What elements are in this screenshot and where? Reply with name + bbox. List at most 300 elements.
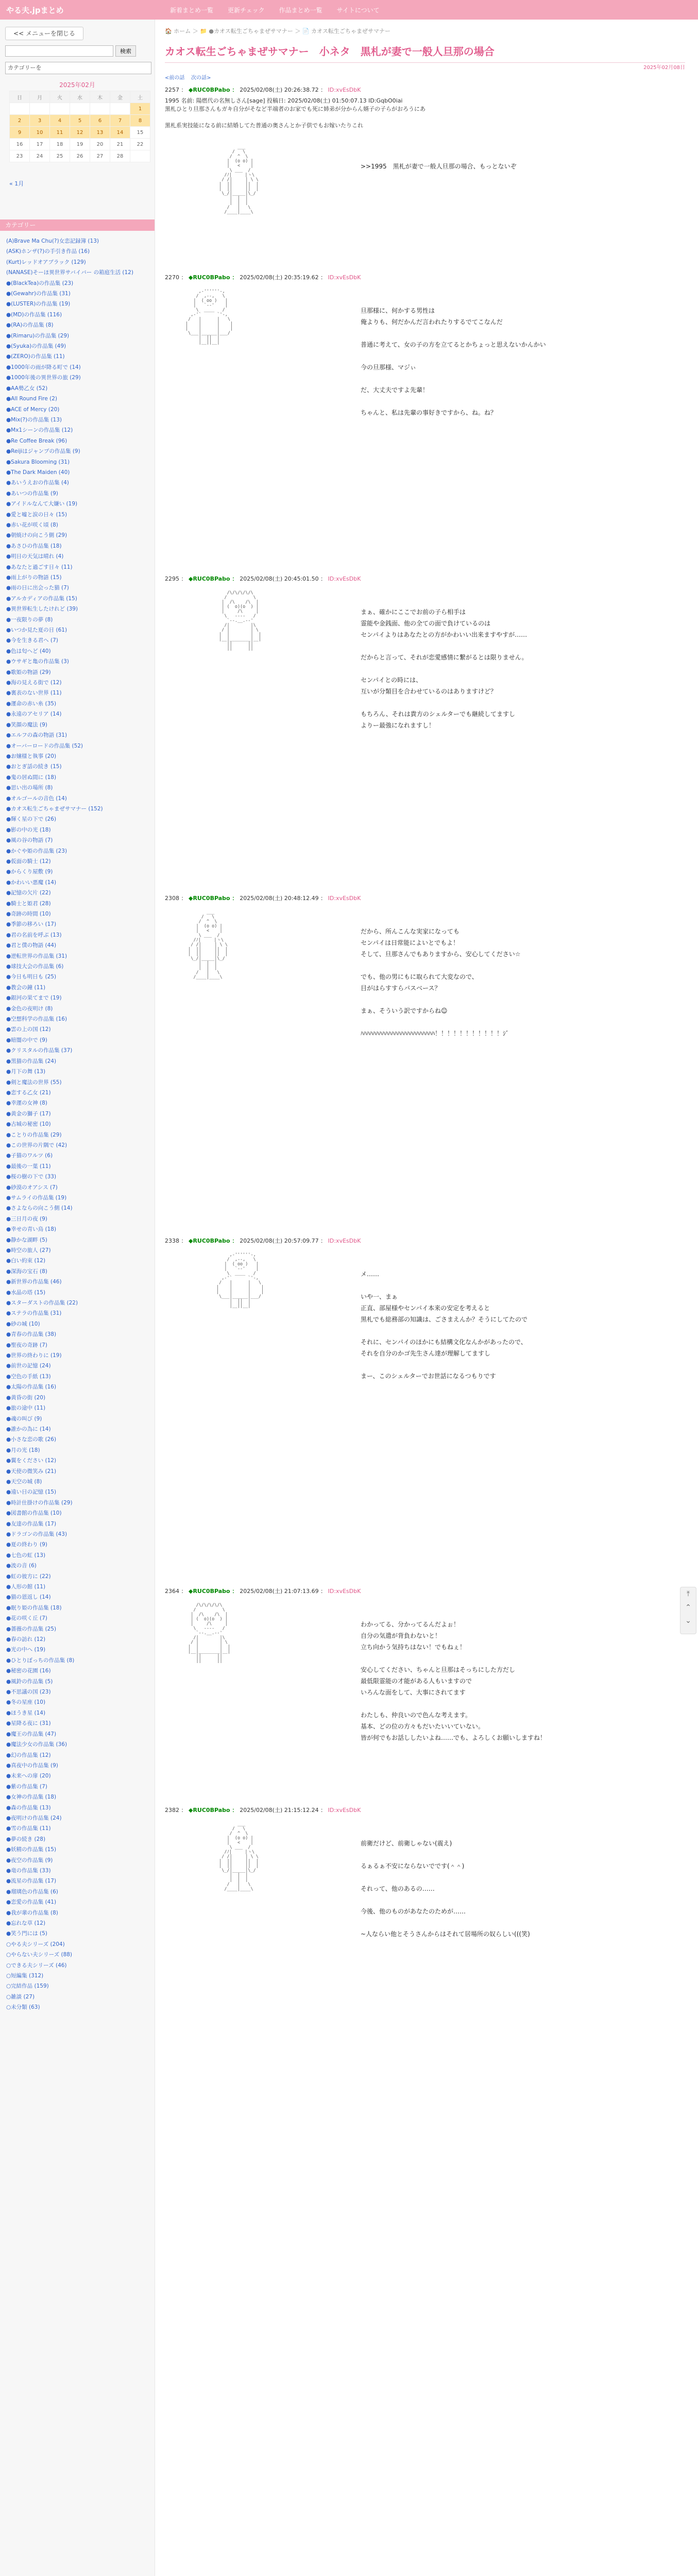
category-item[interactable]: ●流星の作品集 (17) xyxy=(6,1878,57,1885)
category-item[interactable]: ●アイドルなんて大嫌い (19) xyxy=(6,501,78,507)
response-number[interactable]: 2295 ： xyxy=(165,575,189,582)
response-id[interactable]: ID:xvEsDbK xyxy=(328,1588,361,1595)
calendar-day[interactable]: 1 xyxy=(130,103,150,115)
category-item[interactable]: ●眠り姫の作品集 (18) xyxy=(6,1604,62,1611)
response-name: ◆RUC0BPabo ： xyxy=(189,575,240,582)
calendar-weekday: 月 xyxy=(30,91,50,103)
category-item[interactable]: ●深海の宝石 (8) xyxy=(6,1268,47,1275)
response-body-line: 黒札ひとり旦那さんもガキ自分がそなど半端者のお家でも死に姉弟が分からん婿子の子らがおろうにあ xyxy=(165,106,425,112)
dialog-line: 旦那様に、何かする男性は xyxy=(361,307,435,314)
nav-item-update[interactable]: 更新チェック xyxy=(228,7,265,14)
category-item[interactable]: ●時空の旅人 (27) xyxy=(6,1247,51,1253)
category-item[interactable]: ●薔薇の作品集 (25) xyxy=(6,1625,57,1632)
calendar-day[interactable]: 26 xyxy=(70,150,90,162)
category-item[interactable]: ●お嬢様と執事 (20) xyxy=(6,753,57,759)
response-number[interactable]: 2270 ： xyxy=(165,274,189,281)
response-number[interactable]: 2308 ： xyxy=(165,895,189,902)
response-header xyxy=(165,1236,361,1245)
category-item[interactable]: ●空想科学の作品集 (16) xyxy=(6,1016,67,1023)
category-item[interactable]: ●オーバーロードの作品集 (52) xyxy=(6,742,83,749)
dialog-line xyxy=(361,1359,527,1370)
calendar-day[interactable]: 5 xyxy=(70,115,90,127)
category-item[interactable]: ●からくり屋敷 (9) xyxy=(6,869,53,875)
category-item[interactable]: ○やらない夫シリーズ (88) xyxy=(6,1952,73,1958)
calendar-day[interactable]: 23 xyxy=(10,150,30,162)
category-item[interactable]: ●旅の途中 (11) xyxy=(6,1405,46,1412)
scroll-up-icon[interactable]: ⌃ xyxy=(685,1603,691,1612)
dialog-line xyxy=(361,1325,527,1336)
calendar-day[interactable]: 6 xyxy=(90,115,110,127)
ascii-art-figure: ___ / \ / ^ \ | (o o) | | < | \ ___ / /ﾉ| |ヽ\ / /| | \ \ | || || | | || || | \_/|_____|\_/ | | | | | | / | \ /____|____\ xyxy=(219,1822,259,1892)
category-item[interactable]: (Kurt)レッドオアブラック (129) xyxy=(6,259,86,265)
post-date: 2025年02月08日 xyxy=(643,65,685,71)
category-item[interactable]: ●魂の叫び (9) xyxy=(6,1415,42,1422)
category-item[interactable]: ●恋愛の作品集 (41) xyxy=(6,1899,57,1906)
dialog-line: 立ち向かう気持ちはない！でもねぇ！ xyxy=(361,1643,466,1651)
category-item[interactable]: ●この世界の片隅で (42) xyxy=(6,1142,67,1148)
response-header xyxy=(165,1587,361,1595)
calendar-day[interactable]: 15 xyxy=(130,127,150,139)
dialog-line xyxy=(361,960,521,971)
nav-item-list[interactable]: 作品まとめ一覧 xyxy=(279,7,322,14)
category-item[interactable]: ●風の谷の物語 (7) xyxy=(6,837,53,844)
category-item[interactable]: ●あいうえおの作品集 (4) xyxy=(6,480,69,486)
dialog-line: だ、大丈夫ですよ先輩！ xyxy=(361,386,429,394)
category-item[interactable]: ●桜の樹の下で (33) xyxy=(6,1174,57,1180)
category-item[interactable]: ●秘密の花園 (16) xyxy=(6,1668,51,1674)
page-title: カオス転生ごちゃまぜサマナー 小ネタ 黒札が妻で一般人旦那の場合 xyxy=(165,43,685,63)
category-select[interactable]: カテゴリーを xyxy=(5,62,151,74)
dialog-line xyxy=(361,1894,530,1906)
calendar-day[interactable]: 2 xyxy=(10,115,30,127)
category-item[interactable]: ●教会の鐘 (11) xyxy=(6,984,46,991)
category-item[interactable]: ●不思議の国 (23) xyxy=(6,1689,51,1696)
response-id[interactable]: ID:xvEsDbK xyxy=(328,1238,361,1244)
category-item[interactable]: ●あいつの作品集 (9) xyxy=(6,490,58,497)
response-body-line: 1995 名前: 陽燃代の名無しさん[sage] 投稿日: 2025/02/08(土) 01:50:07.13 ID:GqbO0iai xyxy=(165,97,403,104)
calendar-day[interactable]: 14 xyxy=(110,127,130,139)
dialog-line: まぁ、そういう訳ですからね☺ xyxy=(361,1007,448,1014)
dialog-line: 目がはらすすらパスベース？ xyxy=(361,985,441,992)
calendar-day[interactable]: 9 xyxy=(10,127,30,139)
category-item[interactable]: ○未分類 (63) xyxy=(6,2004,40,2011)
category-item[interactable]: ●輝く星の下で (26) xyxy=(6,816,57,823)
scroll-top-icon[interactable]: ⤒ xyxy=(686,1590,690,1598)
category-item[interactable]: ●世界の終わりに (19) xyxy=(6,1352,62,1359)
scroll-down-icon[interactable]: ⌄ xyxy=(685,1617,691,1625)
dialog-line: 霊能や金銭面、他の全ての面で負けているのは xyxy=(361,620,491,627)
calendar-day[interactable]: 13 xyxy=(90,127,110,139)
category-item[interactable]: ●君の名前を呼ぶ (13) xyxy=(6,931,62,938)
category-item[interactable]: ●かぐや姫の作品集 (23) xyxy=(6,848,67,854)
category-item[interactable]: ●球技大会の作品集 (6) xyxy=(6,963,64,970)
category-item[interactable]: ●波の音 (6) xyxy=(6,1563,37,1569)
category-item[interactable]: ●魔王の作品集 (47) xyxy=(6,1731,57,1737)
category-item[interactable]: ●静かな湖畔 (5) xyxy=(6,1236,47,1243)
response-time: 2025/02/08(土) 20:48:12.49 ： xyxy=(240,895,328,902)
category-item[interactable]: ●Sakura Blooming (31) xyxy=(6,459,70,465)
response-header xyxy=(165,574,361,583)
category-item[interactable]: ●(Rimaru)の作品集 (29) xyxy=(6,332,70,339)
calendar-day[interactable]: 8 xyxy=(130,115,150,127)
category-item[interactable]: ●ACE of Mercy (20) xyxy=(6,406,60,413)
dialog-line: 安心してください、ちゃんと旦那はそっちにした方だし xyxy=(361,1666,516,1673)
category-item[interactable]: ●三日月の夜 (9) xyxy=(6,1215,47,1222)
category-item[interactable]: ●黄昏の街 (20) xyxy=(6,1394,46,1401)
dialog-line: だからと言って、それが恋愛感情に繋がるとは限りません。 xyxy=(361,654,528,661)
response-time: 2025/02/08(土) 20:26:38.72 ： xyxy=(240,87,328,93)
category-item[interactable]: ●友達の作品集 (17) xyxy=(6,1520,57,1527)
category-item[interactable]: ●The Dark Maiden (40) xyxy=(6,469,70,476)
search-button[interactable]: 検索 xyxy=(115,45,136,57)
category-item[interactable]: ●(RA)の作品集 (8) xyxy=(6,322,54,329)
category-item[interactable]: ●未来への扉 (20) xyxy=(6,1773,51,1780)
calendar-day[interactable]: 25 xyxy=(50,150,70,162)
category-item[interactable]: ●春の訪れ (12) xyxy=(6,1636,46,1643)
category-item[interactable]: ●天使の微笑み (21) xyxy=(6,1468,57,1475)
dialog-line xyxy=(361,1280,527,1291)
response-name: ◆RUC0BPabo ： xyxy=(189,274,240,281)
category-item[interactable]: ●青春の作品集 (38) xyxy=(6,1331,57,1338)
response-id[interactable]: ID:xvEsDbK xyxy=(328,575,361,582)
next-post-link[interactable]: 次の話> xyxy=(191,75,211,81)
calendar-day[interactable]: 18 xyxy=(50,139,70,150)
category-item[interactable]: ●銀河の果てまで (19) xyxy=(6,995,62,1002)
category-item[interactable]: ●あさひの作品集 (18) xyxy=(6,543,62,549)
category-item[interactable]: ●思い出の場所 (8) xyxy=(6,785,53,791)
calendar xyxy=(9,91,150,162)
category-item[interactable]: ●歌姫の物語 (29) xyxy=(6,669,51,675)
category-item[interactable]: ●女神の作品集 (18) xyxy=(6,1794,57,1801)
calendar-day[interactable]: 11 xyxy=(50,127,70,139)
category-item[interactable]: ●水晶の塔 (15) xyxy=(6,1289,46,1296)
category-item[interactable]: ●妖精の作品集 (15) xyxy=(6,1846,57,1853)
dialog-line: 基本、どの位の方々もだいたいいていない。 xyxy=(361,1723,485,1730)
response-time: 2025/02/08(土) 21:07:13.69 ： xyxy=(240,1588,328,1595)
category-item[interactable]: ●幻の作品集 (12) xyxy=(6,1752,51,1758)
category-item[interactable]: ●空色の手紙 (13) xyxy=(6,1373,51,1380)
category-item[interactable]: (ASK)ホンザ(?)の手引き作品 (16) xyxy=(6,248,90,255)
category-item[interactable]: ●暗闇の中で (9) xyxy=(6,1037,47,1043)
category-item[interactable]: ●笑う門には (5) xyxy=(6,1930,47,1937)
category-item[interactable]: ●1000年後の異世界の旅 (29) xyxy=(6,375,81,381)
category-item[interactable]: ●金色の夜明け (8) xyxy=(6,1005,53,1012)
calendar-weekday: 水 xyxy=(70,91,90,103)
dialog-line xyxy=(361,1872,530,1883)
calendar-day xyxy=(110,103,130,115)
category-item[interactable]: (A)Brave Ma Chu(?)女恋記録簿 (13) xyxy=(6,238,99,244)
category-item[interactable]: ●あなたと過ごす日々 (11) xyxy=(6,564,73,570)
dialog-line: 今の旦那様、マジぃ xyxy=(361,364,417,371)
calendar-day xyxy=(50,103,70,115)
category-item[interactable]: ●いつか見た夏の日 (61) xyxy=(6,627,67,634)
response-dialog xyxy=(361,1268,527,1382)
category-item[interactable]: ●竜の作品集 (33) xyxy=(6,1867,51,1874)
dialog-line: 黒札でも総務部の知識は、ごさまえんか？そうにしてたので xyxy=(361,1316,528,1323)
category-item[interactable]: ●最後の一葉 (11) xyxy=(6,1163,51,1170)
response-id[interactable]: ID:xvEsDbK xyxy=(328,895,361,902)
dialog-line xyxy=(361,1849,530,1860)
category-item[interactable]: ●おとぎ話の続き (15) xyxy=(6,764,62,770)
dialog-line xyxy=(361,994,521,1005)
category-item[interactable]: ●太陽の作品集 (16) xyxy=(6,1384,57,1391)
category-item[interactable]: ●ことりの作品集 (29) xyxy=(6,1131,62,1138)
category-item[interactable]: ●風鈴の作品集 (5) xyxy=(6,1678,53,1685)
category-item[interactable]: ●さよならの向こう側 (14) xyxy=(6,1205,73,1212)
category-item[interactable]: ●星降る夜に (31) xyxy=(6,1720,51,1727)
prev-post-link[interactable]: <前の話 xyxy=(165,75,185,81)
site-header xyxy=(0,0,698,20)
response-name: ◆RUC0BPabo ： xyxy=(189,895,240,902)
close-menu-button[interactable]: << メニューを閉じる xyxy=(5,27,83,40)
category-item[interactable]: ●雪の作品集 (11) xyxy=(6,1825,51,1832)
category-item[interactable]: ●カオス転生ごちゃまぜサマナー (152) xyxy=(6,805,103,812)
calendar-day[interactable]: 24 xyxy=(30,150,50,162)
category-item[interactable]: ●砂の城 (10) xyxy=(6,1320,40,1327)
category-item[interactable]: ●(Gewahr)の作品集 (31) xyxy=(6,291,71,297)
category-item[interactable]: ●騎士と姫君 (28) xyxy=(6,900,51,907)
category-item[interactable]: ●逆転世界の作品集 (31) xyxy=(6,953,67,959)
category-item[interactable]: ●ウサギと亀の作品集 (3) xyxy=(6,658,69,665)
response-number[interactable]: 2382 ： xyxy=(165,1807,189,1814)
dialog-line xyxy=(361,396,546,407)
category-item[interactable]: ○完結作品 (159) xyxy=(6,1983,49,1990)
category-item[interactable]: ●笑顔の魔法 (9) xyxy=(6,721,47,728)
dialog-line: センパイとの時には、 xyxy=(361,676,422,684)
category-item[interactable]: ●七色の虹 (13) xyxy=(6,1552,46,1558)
category-item[interactable]: ●海の見える街で (12) xyxy=(6,680,62,686)
category-item[interactable]: ●雨の日に出会った猫 (7) xyxy=(6,585,69,591)
category-item[interactable]: ●季節の移ろい (17) xyxy=(6,921,57,928)
category-item[interactable]: ●エルフの森の物語 (31) xyxy=(6,732,67,739)
category-item[interactable]: ●図書館の作品集 (10) xyxy=(6,1510,62,1517)
category-item[interactable]: ●猫の恩返し (14) xyxy=(6,1594,51,1601)
category-item[interactable]: ●Mx1シーンの作品集 (12) xyxy=(6,427,73,434)
category-item[interactable]: ●AA勢乙女 (52) xyxy=(6,385,48,392)
category-item[interactable]: ●Re Coffee Break (96) xyxy=(6,437,67,444)
category-item[interactable]: ●前世の記憶 (24) xyxy=(6,1363,51,1369)
calendar-day[interactable]: 21 xyxy=(110,139,130,150)
dialog-line: わたしも、仲良いので色んな考えます。 xyxy=(361,1711,472,1719)
category-item[interactable]: ●冬の星座 (10) xyxy=(6,1699,46,1706)
category-item[interactable]: ●運命の赤い糸 (35) xyxy=(6,700,57,707)
calendar-day[interactable]: 12 xyxy=(70,127,90,139)
category-item[interactable]: ○短編集 (312) xyxy=(6,1973,44,1979)
calendar-day[interactable]: 17 xyxy=(30,139,50,150)
category-item[interactable]: ●小さな恋の歌 (26) xyxy=(6,1436,57,1443)
category-item[interactable]: ●魔法少女の作品集 (36) xyxy=(6,1741,67,1748)
dialog-line: だから、所んこんな実家になっても xyxy=(361,928,460,935)
category-item[interactable]: ●夜明けの作品集 (24) xyxy=(6,1815,62,1821)
response-header xyxy=(165,1806,361,1814)
calendar-day[interactable]: 16 xyxy=(10,139,30,150)
category-item[interactable]: ●All Round Fire (2) xyxy=(6,396,58,402)
category-item[interactable]: ●記憶の欠片 (22) xyxy=(6,890,51,896)
response-number[interactable]: 2364 ： xyxy=(165,1588,189,1595)
category-item[interactable]: ●誰かの為に (14) xyxy=(6,1426,51,1432)
category-item[interactable]: ●光の中へ (19) xyxy=(6,1647,46,1653)
dialog-line: 俺よりも、何だかんだ言われたりするでてこなんだ xyxy=(361,318,503,326)
calendar-day[interactable]: 4 xyxy=(50,115,70,127)
dialog-line xyxy=(361,697,527,708)
category-item[interactable]: ●幸せの青い鳥 (18) xyxy=(6,1226,57,1233)
category-item[interactable]: ○できる夫シリーズ (46) xyxy=(6,1962,67,1969)
response-id[interactable]: ID:xvEsDbK xyxy=(328,274,361,281)
category-item[interactable]: ●ほうき星 (14) xyxy=(6,1709,46,1716)
category-item[interactable]: ●子猫のワルツ (6) xyxy=(6,1153,53,1159)
calendar-day xyxy=(130,150,150,162)
category-item[interactable]: ●雨上がりの物語 (15) xyxy=(6,574,62,581)
response-dialog xyxy=(361,926,521,1039)
response-dialog xyxy=(361,606,527,731)
category-item[interactable]: ●人形の館 (11) xyxy=(6,1584,46,1590)
calendar-day[interactable]: 28 xyxy=(110,150,130,162)
dialog-line xyxy=(361,663,527,674)
category-item[interactable]: ●オルゴールの音色 (14) xyxy=(6,795,67,802)
category-item[interactable]: ●ステラの作品集 (31) xyxy=(6,1310,62,1317)
dialog-line: まー、このシェルターでお世話になるつもりです xyxy=(361,1372,496,1380)
category-item[interactable]: ●ひとりぼっちの作品集 (8) xyxy=(6,1657,75,1664)
category-item[interactable]: ●幸運の女神 (8) xyxy=(6,1100,47,1107)
category-item[interactable]: ●かわいい悪魔 (14) xyxy=(6,879,57,886)
category-item[interactable]: ●裏表のない世界 (11) xyxy=(6,690,62,697)
category-item[interactable]: ●赤い花が咲く頃 (8) xyxy=(6,521,58,528)
category-item[interactable]: ●聖夜の奇跡 (7) xyxy=(6,1342,47,1348)
category-item[interactable]: ●君と僕の物語 (44) xyxy=(6,942,57,949)
dialog-line: メ…… xyxy=(361,1270,380,1278)
category-item[interactable]: ●クリスタルの作品集 (37) xyxy=(6,1047,73,1054)
category-item[interactable]: ●(BlackTea)の作品集 (23) xyxy=(6,280,74,286)
category-item[interactable]: ●(ZERO)の作品集 (11) xyxy=(6,353,65,360)
category-item[interactable]: ●雲の上の国 (12) xyxy=(6,1026,51,1033)
category-item[interactable]: ●瑠璃色の作品集 (6) xyxy=(6,1888,58,1895)
category-item[interactable]: ○雑談 (27) xyxy=(6,1993,35,2000)
dialog-line: それを自分のかゴ先生さん達が理解してますし xyxy=(361,1350,491,1357)
category-item[interactable]: ●花の咲く丘 (7) xyxy=(6,1615,47,1622)
category-item[interactable]: ●古城の秘密 (10) xyxy=(6,1121,51,1128)
category-item[interactable]: ●天空の城 (8) xyxy=(6,1478,42,1485)
category-item[interactable]: ●鬼の居ぬ間に (18) xyxy=(6,774,57,781)
calendar-day[interactable]: 7 xyxy=(110,115,130,127)
category-item[interactable]: ●明日の天気は晴れ (4) xyxy=(6,553,64,560)
category-item[interactable]: ●月の光 (18) xyxy=(6,1447,40,1453)
category-item[interactable]: ●奇跡の時間 (10) xyxy=(6,911,51,917)
category-item[interactable]: ●時計仕掛けの作品集 (29) xyxy=(6,1499,73,1506)
category-item[interactable]: ●(MD)の作品集 (116) xyxy=(6,311,62,318)
category-item[interactable]: ●虹の彼方に (22) xyxy=(6,1573,51,1580)
calendar-day[interactable]: 27 xyxy=(90,150,110,162)
category-item[interactable]: ●異世界転生したけれど (39) xyxy=(6,606,78,613)
nav-item-new[interactable]: 新着まとめ一覧 xyxy=(170,7,214,14)
dialog-line xyxy=(361,1653,546,1664)
category-item[interactable]: ●黄金の獅子 (17) xyxy=(6,1110,51,1117)
response-id[interactable]: ID:xvEsDbK xyxy=(328,87,361,93)
category-item[interactable]: ●アルカディアの作品集 (15) xyxy=(6,595,77,602)
category-item[interactable]: ●愛と嘘と涙の日々 (15) xyxy=(6,511,67,518)
site-name[interactable]: やる夫.jpまとめ xyxy=(6,6,64,15)
category-item[interactable]: ●永遠のアセリア (14) xyxy=(6,711,62,718)
response-number[interactable]: 2338 ： xyxy=(165,1238,189,1244)
category-item[interactable]: ●夏の終わり (9) xyxy=(6,1541,47,1548)
category-item[interactable]: ●忘れな草 (12) xyxy=(6,1920,46,1926)
category-item[interactable]: ●今を生きる君へ (7) xyxy=(6,637,58,644)
category-item[interactable]: ●夢の続き (28) xyxy=(6,1836,46,1842)
category-item[interactable]: ●影の中の光 (18) xyxy=(6,826,51,833)
category-item[interactable]: ●(Syuka)の作品集 (49) xyxy=(6,343,66,350)
category-item[interactable]: ●我が輩の作品集 (8) xyxy=(6,1909,58,1916)
calendar-day[interactable]: 19 xyxy=(70,139,90,150)
calendar-day[interactable]: 10 xyxy=(30,127,50,139)
category-item[interactable]: ●色は匂へど (40) xyxy=(6,648,51,654)
calendar-prev-link[interactable]: « 1月 xyxy=(9,180,24,187)
dialog-line: それって、他のあるの…… xyxy=(361,1885,435,1892)
category-item[interactable]: ●スターダストの作品集 (22) xyxy=(6,1300,78,1307)
category-item[interactable]: ●一夜限りの夢 (8) xyxy=(6,616,53,623)
category-item[interactable]: ●朝焼けの向こう側 (29) xyxy=(6,532,67,539)
ascii-art-figure: ,-''''''-, / ,--, \ | ( oo ) | | `--' | \ ____ / ,-'` `'-, / | | \ | | | | | | | | \___|______|___/ | || | |__||__| xyxy=(185,289,233,345)
calendar-day[interactable]: 3 xyxy=(30,115,50,127)
search-input[interactable] xyxy=(5,45,113,57)
response-header xyxy=(165,894,361,902)
category-item[interactable]: ●仮面の騎士 (12) xyxy=(6,858,51,865)
calendar-day[interactable]: 20 xyxy=(90,139,110,150)
category-item[interactable]: ●月下の舞 (13) xyxy=(6,1069,46,1075)
ascii-art-figure: ,-''''''-, / ,--, \ | ( oo ) | | `--' | \ ____ / ,-'` `'-, / | | \ | | | | | | | | \___|______|___/ | || | |__||__| xyxy=(216,1252,264,1309)
category-item[interactable]: ●遠い日の記憶 (15) xyxy=(6,1489,57,1496)
category-item[interactable]: ●紫の作品集 (7) xyxy=(6,1783,47,1790)
category-item[interactable]: ●サムライの作品集 (19) xyxy=(6,1194,67,1201)
category-item[interactable]: ●(LUSTER)の作品集 (19) xyxy=(6,301,71,308)
dialog-line: 今後、他のものがあなたのためが…… xyxy=(361,1908,466,1915)
category-item[interactable]: ●森の作品集 (13) xyxy=(6,1804,51,1811)
category-item[interactable]: ●翼をください (12) xyxy=(6,1458,57,1464)
response-id[interactable]: ID:xvEsDbK xyxy=(328,1807,361,1814)
category-item[interactable]: ○やる夫シリーズ (204) xyxy=(6,1941,65,1947)
category-item[interactable]: ●黒猫の作品集 (24) xyxy=(6,1058,57,1064)
response-name: ◆RUC0BPabo ： xyxy=(189,1807,240,1814)
dialog-line xyxy=(361,1917,530,1928)
response-body-line: 黒札系実技能になる前に結婚してた普通の奥さんとか子供でもお嫁いたりこれ xyxy=(165,122,363,129)
category-item[interactable]: ●ドラゴンの作品集 (43) xyxy=(6,1531,67,1537)
dialog-line xyxy=(361,1698,546,1709)
dialog-line xyxy=(361,350,546,362)
response-number[interactable]: 2257 ： xyxy=(165,87,189,93)
calendar-day[interactable]: 22 xyxy=(130,139,150,150)
nav-item-about[interactable]: サイトについて xyxy=(336,7,380,14)
category-item[interactable]: ●今日も明日も (25) xyxy=(6,974,57,980)
category-item[interactable]: ●真夜中の作品集 (9) xyxy=(6,1762,58,1769)
category-item[interactable]: ●砂漠のオアシス (7) xyxy=(6,1184,58,1191)
category-item[interactable]: ●白い約束 (12) xyxy=(6,1258,46,1264)
category-item[interactable]: (NANASE)そーほ異世界サバイバー の箱庭生活 (12) xyxy=(6,269,133,276)
calendar-day xyxy=(10,103,30,115)
category-item[interactable]: ●新世界の作品集 (46) xyxy=(6,1279,62,1285)
sidebar xyxy=(0,20,155,2576)
category-item[interactable]: ●恋する乙女 (21) xyxy=(6,1089,51,1096)
category-item[interactable]: ●1000年の雨が降る町で (14) xyxy=(6,364,81,370)
category-item[interactable]: ●夜空の作品集 (9) xyxy=(6,1857,53,1863)
response-name: ◆RUC0BPabo ： xyxy=(189,87,240,93)
dialog-line xyxy=(361,1016,521,1028)
ascii-art-figure: ___ / \ / ^ \ | (o o) | | < | \ ___ / /ﾉ| |ヽ\ / /| | \ \ | || || | | || || | \_/|_____|\_/ | | | | | | / | \ /____|____\ xyxy=(188,910,228,980)
response-dialog xyxy=(361,1619,546,1743)
category-item[interactable]: ●Reijiはジャンプの作品集 (9) xyxy=(6,448,80,455)
category-item[interactable]: ●剣と魔法の世界 (55) xyxy=(6,1079,62,1086)
breadcrumb[interactable]: 🏠 ホーム ＞ 📁 ●カオス転生ごちゃまぜサマナー ＞ 📄 カオス転生ごちゃまぜサマナー xyxy=(165,28,390,35)
dialog-line: ちゃんと、私は先輩の事好きですから、ね。ね？ xyxy=(361,409,497,416)
dialog-line: ﾊﾊﾊﾊﾊﾊﾊﾊﾊﾊﾊﾊﾊﾊﾊﾊﾊﾊﾊﾊﾊﾊﾊﾊ！！！！！！！！！！！ｼﾞ xyxy=(361,1030,509,1037)
category-item[interactable]: ●Mix(?)の作品集 (13) xyxy=(6,416,62,423)
